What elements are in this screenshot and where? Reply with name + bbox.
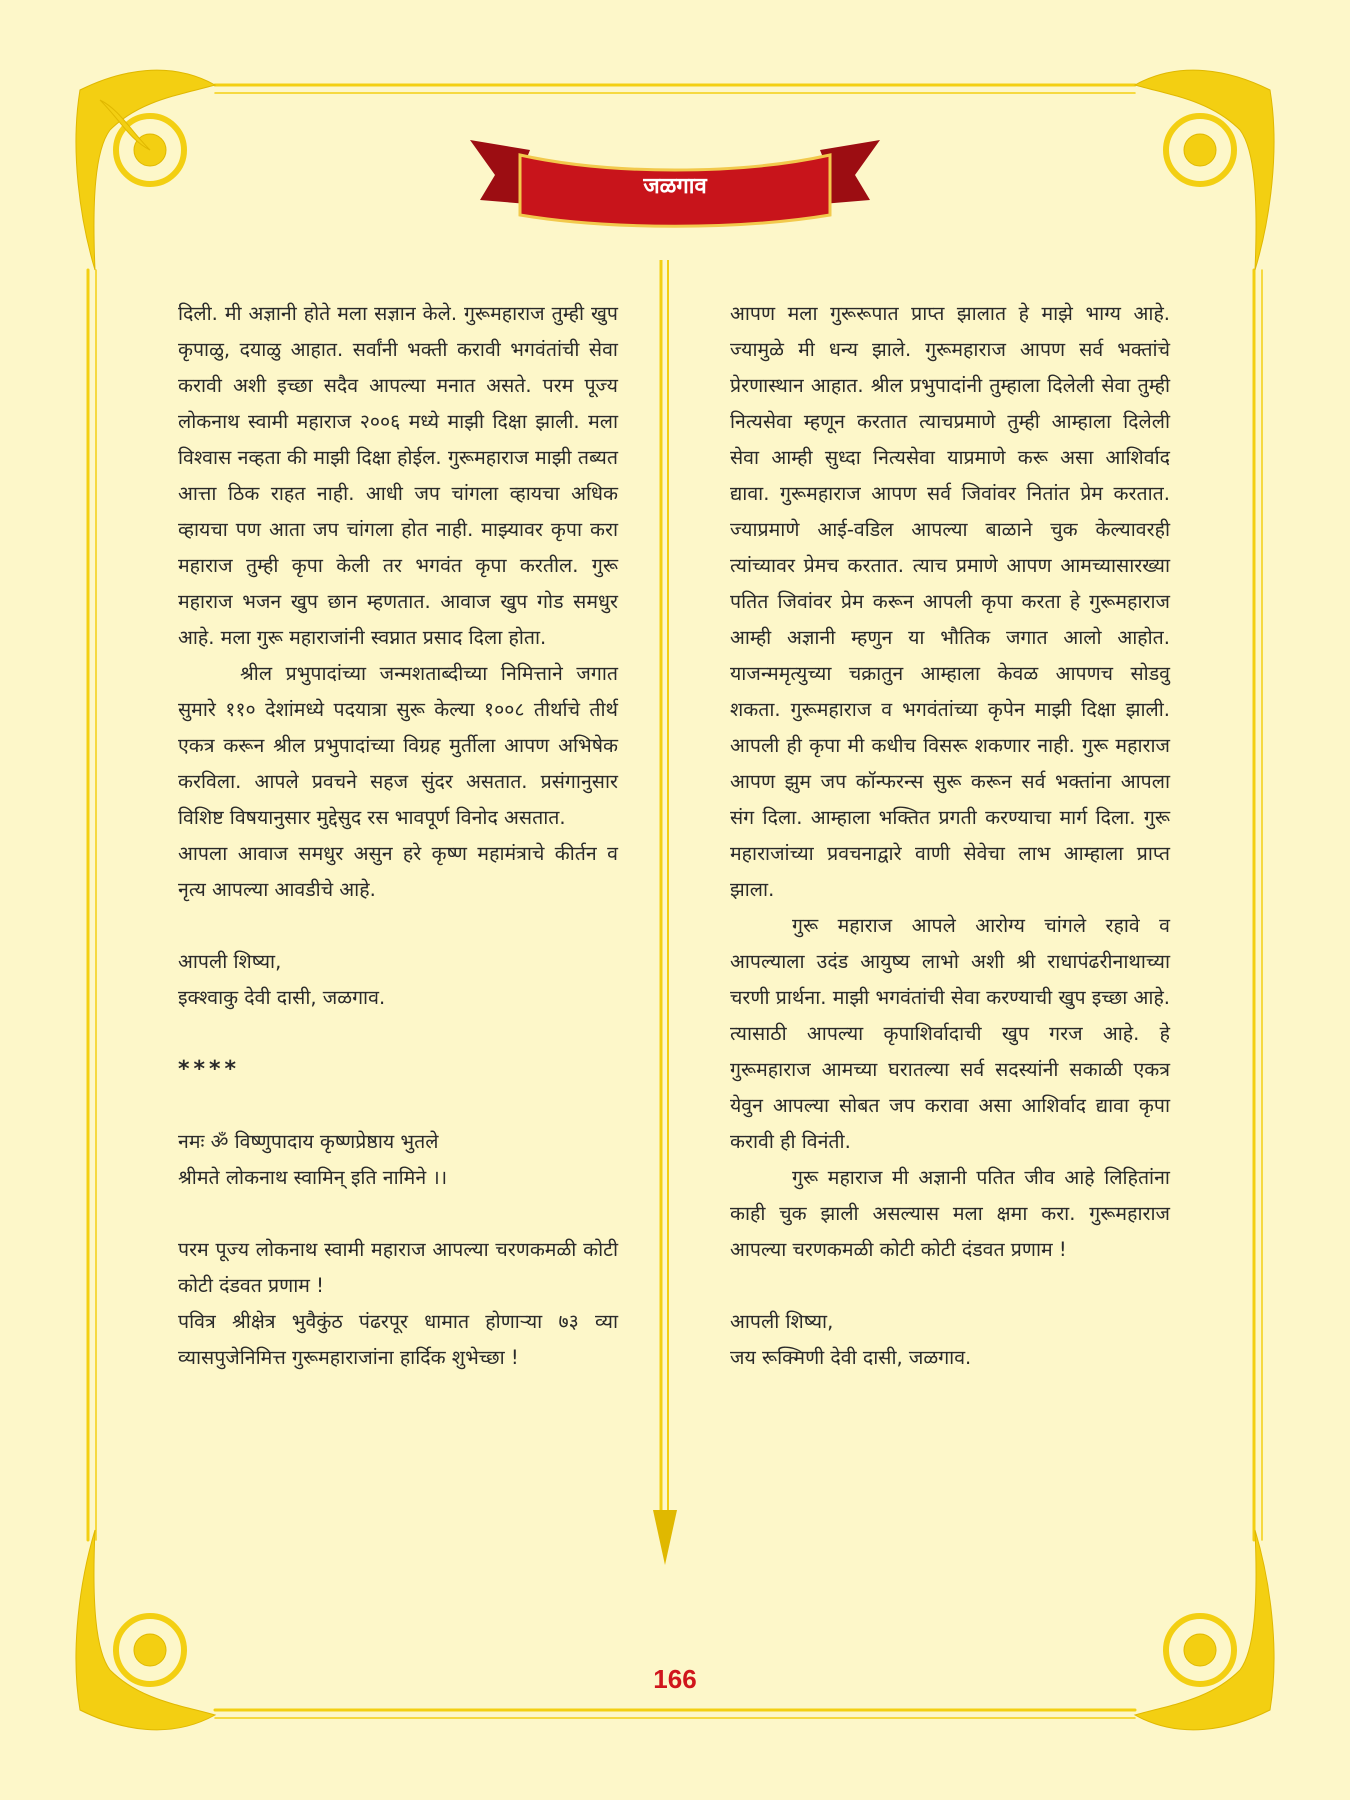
right-signature-name: जय रूक्मिणी देवी दासी, जळगाव. <box>730 1346 972 1369</box>
mantra-line: नमः ॐ विष्णुपादाय कृष्णप्रेष्ठाय भुतले <box>178 1130 439 1153</box>
right-paragraph: गुरू महाराज मी अज्ञानी पतित जीव आहे लिहितांना काही चुक झाली असल्यास मला क्षमा करा. गुरूमहाराज आपल्या चरणकमळी कोटी कोटी दंडवत प्रणाम ! <box>730 1166 1170 1261</box>
left-paragraph: परम पूज्य लोकनाथ स्वामी महाराज आपल्या चरणकमळी कोटी कोटी दंडवत प्रणाम ! <box>178 1238 618 1297</box>
left-paragraph: दिली. मी अज्ञानी होते मला सज्ञान केले. गुरूमहाराज तुम्ही खुप कृपाळु, दयाळु आहात. सर्वांनी भक्ती करावी भगवंतांची सेवा करावी अशी इच्छा सदैव आपल्या मनात असते. परम पूज्य लोकनाथ स्वामी महाराज २००६ मध्ये माझी दिक्षा झाली. मला विश्वास नव्हता की माझी दिक्षा होईल. गुरूमहाराज माझी तब्यत आत्ता ठिक राहत नाही. आधी जप चांगला व्हायचा अधिक व्हायचा पण आता जप चांगला होत नाही. माझ्यावर कृपा करा महाराज तुम्ही कृपा केली तर भगवंत कृपा करतील. गुरू महाराज भजन खुप छान म्हणतात. आवाज खुप गोड समधुर आहे. मला गुरू महाराजांनी स्वप्नात प्रसाद दिला होता. <box>178 302 618 649</box>
left-signature-name: इक्श्वाकु देवी दासी, जळगाव. <box>178 986 386 1009</box>
left-signature-label: आपली शिष्या, <box>178 950 282 973</box>
mantra-line: श्रीमते लोकनाथ स्वामिन् इति नामिने ।। <box>178 1166 448 1189</box>
left-column <box>178 296 618 1376</box>
corner-ornament-bottom-left <box>76 1530 215 1730</box>
left-paragraph: श्रील प्रभुपादांच्या जन्मशताब्दीच्या निमित्ताने जगात सुमारे ११० देशांमध्ये पदयात्रा सुरू केल्या १००८ तीर्थाचे तीर्थ एकत्र करून श्रील प्रभुपादांच्या विग्रह मुर्तीला आपण अभिषेक करविला. आपले प्रवचने सहज सुंदर असतात. प्रसंगानुसार विशिष्ट विषयानुसार मुद्देसुद रस भावपूर्ण विनोद असतात. <box>178 662 618 829</box>
right-column <box>730 296 1170 1376</box>
left-paragraph: आपला आवाज समधुर असुन हरे कृष्ण महामंत्राचे कीर्तन व नृत्य आपल्या आवडीचे आहे. <box>178 842 618 901</box>
banner-title: जळगाव <box>643 174 707 199</box>
right-signature-label: आपली शिष्या, <box>730 1310 834 1333</box>
corner-ornament-top-right <box>1135 70 1274 270</box>
column-divider <box>650 260 680 1570</box>
corner-ornament-bottom-right <box>1135 1530 1274 1730</box>
left-paragraph: पवित्र श्रीक्षेत्र भुवैकुंठ पंढरपूर धामात होणाऱ्या ७३ व्या व्यासपुजेनिमित्त गुरूमहाराजांना हार्दिक शुभेच्छा ! <box>178 1310 618 1369</box>
right-paragraph: आपण मला गुरूरूपात प्राप्त झालात हे माझे भाग्य आहे. ज्यामुळे मी धन्य झाले. गुरूमहाराज आपण सर्व भक्तांचे प्रेरणास्थान आहात. श्रील प्रभुपादांनी तुम्हाला दिलेली सेवा तुम्ही नित्यसेवा म्हणून करतात त्याचप्रमाणे तुम्ही आम्हाला दिलेली सेवा आम्ही सुध्दा नित्यसेवा याप्रमाणे करू असा आशिर्वाद द्यावा. गुरूमहाराज आपण सर्व जिवांवर नितांत प्रेम करतात. ज्याप्रमाणे आई-वडिल आपल्या बाळाने चुक केल्यावरही त्यांच्यावर प्रेमच करतात. त्याच प्रमाणे आपण आमच्यासारख्या पतित जिवांवर प्रेम करून आपली कृपा करता हे गुरूमहाराज आम्ही अज्ञानी म्हणुन या भौतिक जगात आलो आहोत. याजन्ममृत्युच्या चक्रातुन आम्हाला केवळ आपणच सोडवु शकता. गुरूमहाराज व भगवंतांच्या कृपेन माझी दिक्षा झाली. आपली ही कृपा मी कधीच विसरू शकणार नाही. गुरू महाराज आपण झुम जप कॉन्फरन्स सुरू करून सर्व भक्तांना आपला संग दिला. आम्हाला भक्तित प्रगती करण्याचा मार्ग दिला. गुरू महाराजांच्या प्रवचनाद्वारे वाणी सेवेचा लाभ आम्हाला प्राप्त झाला. <box>730 302 1170 901</box>
page-number: 166 <box>653 1664 697 1694</box>
right-paragraph: गुरू महाराज आपले आरोग्य चांगले रहावे व आपल्याला उदंड आयुष्य लाभो अशी श्री राधापंढरीनाथाच्या चरणी प्रार्थना. माझी भगवंतांची सेवा करण्याची खुप इच्छा आहे. त्यासाठी आपल्या कृपाशिर्वादाची खुप गरज आहे. हे गुरूमहाराज आमच्या घरातल्या सर्व सदस्यांनी सकाळी एकत्र येवुन आपल्या सोबत जप करावा असा आशिर्वाद द्यावा कृपा करावी ही विनंती. <box>730 914 1170 1153</box>
corner-ornament-top-left <box>76 70 215 270</box>
separator-stars: **** <box>178 1057 241 1082</box>
